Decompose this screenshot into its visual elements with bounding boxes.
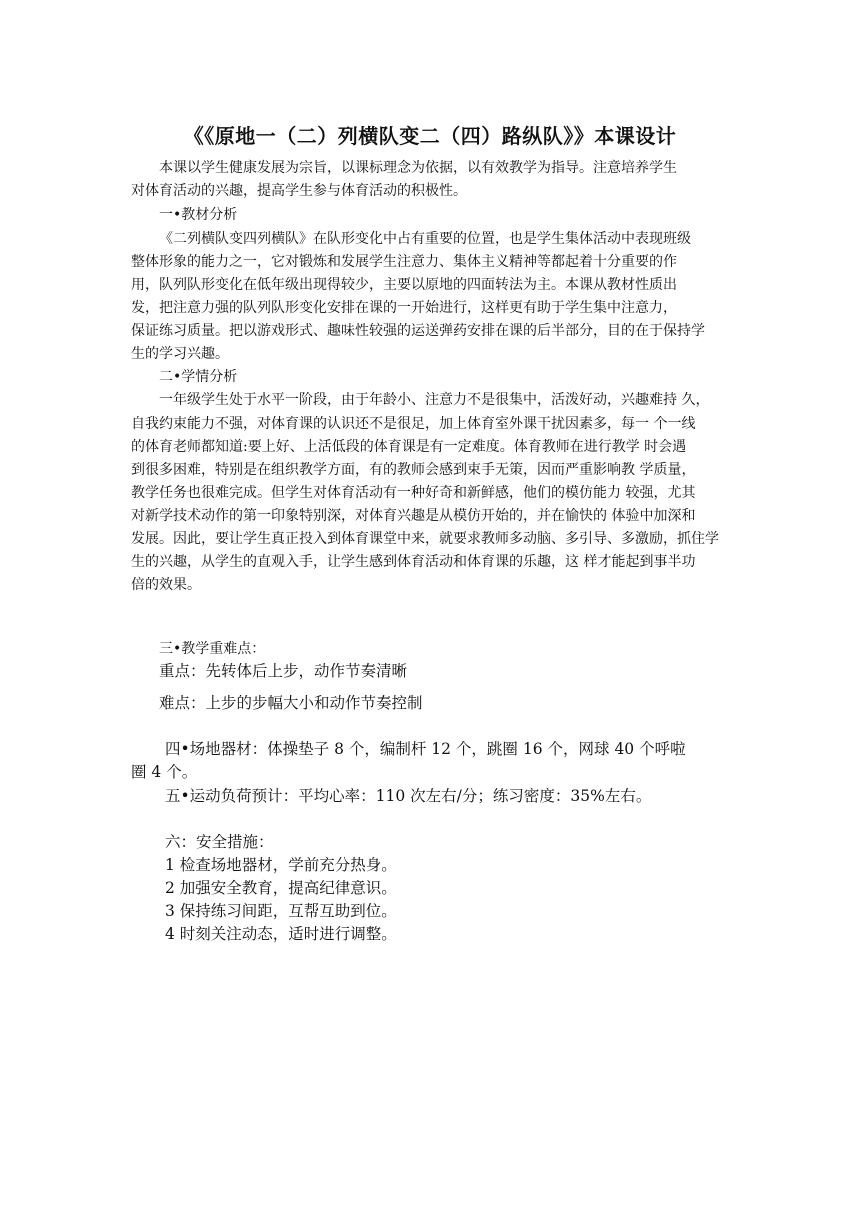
section-heading-safety: 六：安全措施：: [165, 833, 274, 851]
paragraph-line: 的体育老师都知道:要上好、上活低段的体育课是有一定难度。体育教师在进行教学 时会遇: [131, 439, 687, 455]
section-heading-learner-analysis: 二•学情分析: [159, 369, 238, 385]
paragraph-line: 发，把注意力强的队列队形变化安排在课的一开始进行，这样更有助于学生集中注意力，: [131, 300, 677, 316]
paragraph-line: 发展。因此，要让学生真正投入到体育课堂中来，就要求教师多动脑、多引导、多激励，抓住学: [131, 531, 719, 547]
safety-item: 1 检查场地器材，学前充分热身。: [165, 856, 397, 874]
section-heading-key-difficult-points: 三•教学重难点：: [159, 641, 266, 657]
paragraph-line: 教学任务也很难完成。但学生对体育活动有一种好奇和新鲜感，他们的模仿能力 较强，尤其: [131, 485, 696, 501]
paragraph-line: 自我约束能力不强，对体育课的认识还不是很足，加上体育室外课干扰因素多，每一 个一线: [131, 416, 696, 432]
page-title: 《《原地一（二）列横队变二（四）路纵队》》本课设计: [183, 124, 677, 148]
paragraph-line: 整体形象的能力之一，它对锻炼和发展学生注意力、集体主义精神等都起着十分重要的作: [131, 254, 677, 270]
paragraph-line: 保证练习质量。把以游戏形式、趣味性较强的运送弹药安排在课的后半部分，目的在于保持学: [131, 323, 705, 339]
paragraph-line: 倍的效果。: [131, 577, 201, 593]
paragraph-line: 对新学技术动作的第一印象特别深，对体育兴趣是从模仿开始的，并在愉快的 体验中加深和: [131, 508, 696, 524]
paragraph-line: 用，队列队形变化在低年级出现得较少，主要以原地的四面转法为主。本课从教材性质出: [131, 277, 677, 293]
equipment-line: 圈 4 个。: [131, 763, 198, 781]
safety-item: 2 加强安全教育，提高纪律意识。: [165, 879, 397, 897]
difficulty-line: 难点：上步的步幅大小和动作节奏控制: [159, 694, 423, 712]
paragraph-line: 一年级学生处于水平一阶段，由于年龄小、注意力不是很集中，活泼好动，兴趣难持 久，: [159, 392, 710, 408]
intro-line: 本课以学生健康发展为宗旨，以课标理念为依据，以有效教学为指导。注意培养学生: [159, 160, 677, 176]
paragraph-line: 生的兴趣，从学生的直观入手，让学生感到体育活动和体育课的乐趣，这 样才能起到事半功: [131, 554, 696, 570]
safety-item: 4 时刻关注动态，适时进行调整。: [165, 925, 397, 943]
exercise-load-line: 五•运动负荷预计：平均心率：110 次左右/分；练习密度：35%左右。: [165, 787, 652, 805]
section-heading-material-analysis: 一•教材分析: [159, 207, 238, 223]
paragraph-line: 生的学习兴趣。: [131, 346, 229, 362]
paragraph-line: 《二列横队变四列横队》在队形变化中占有重要的位置，也是学生集体活动中表现班级: [159, 231, 691, 247]
key-point-line: 重点：先转体后上步，动作节奏清晰: [159, 662, 408, 680]
intro-line: 对体育活动的兴趣，提高学生参与体育活动的积极性。: [131, 183, 467, 199]
equipment-line: 四•场地器材：体操垫子 8 个，编制杆 12 个，跳圈 16 个，网球 40 个呼啦: [165, 740, 686, 758]
paragraph-line: 到很多困难，特别是在组织教学方面，有的教师会感到束手无策，因而严重影响教 学质量，: [131, 462, 696, 478]
safety-item: 3 保持练习间距，互帮互助到位。: [165, 902, 397, 920]
